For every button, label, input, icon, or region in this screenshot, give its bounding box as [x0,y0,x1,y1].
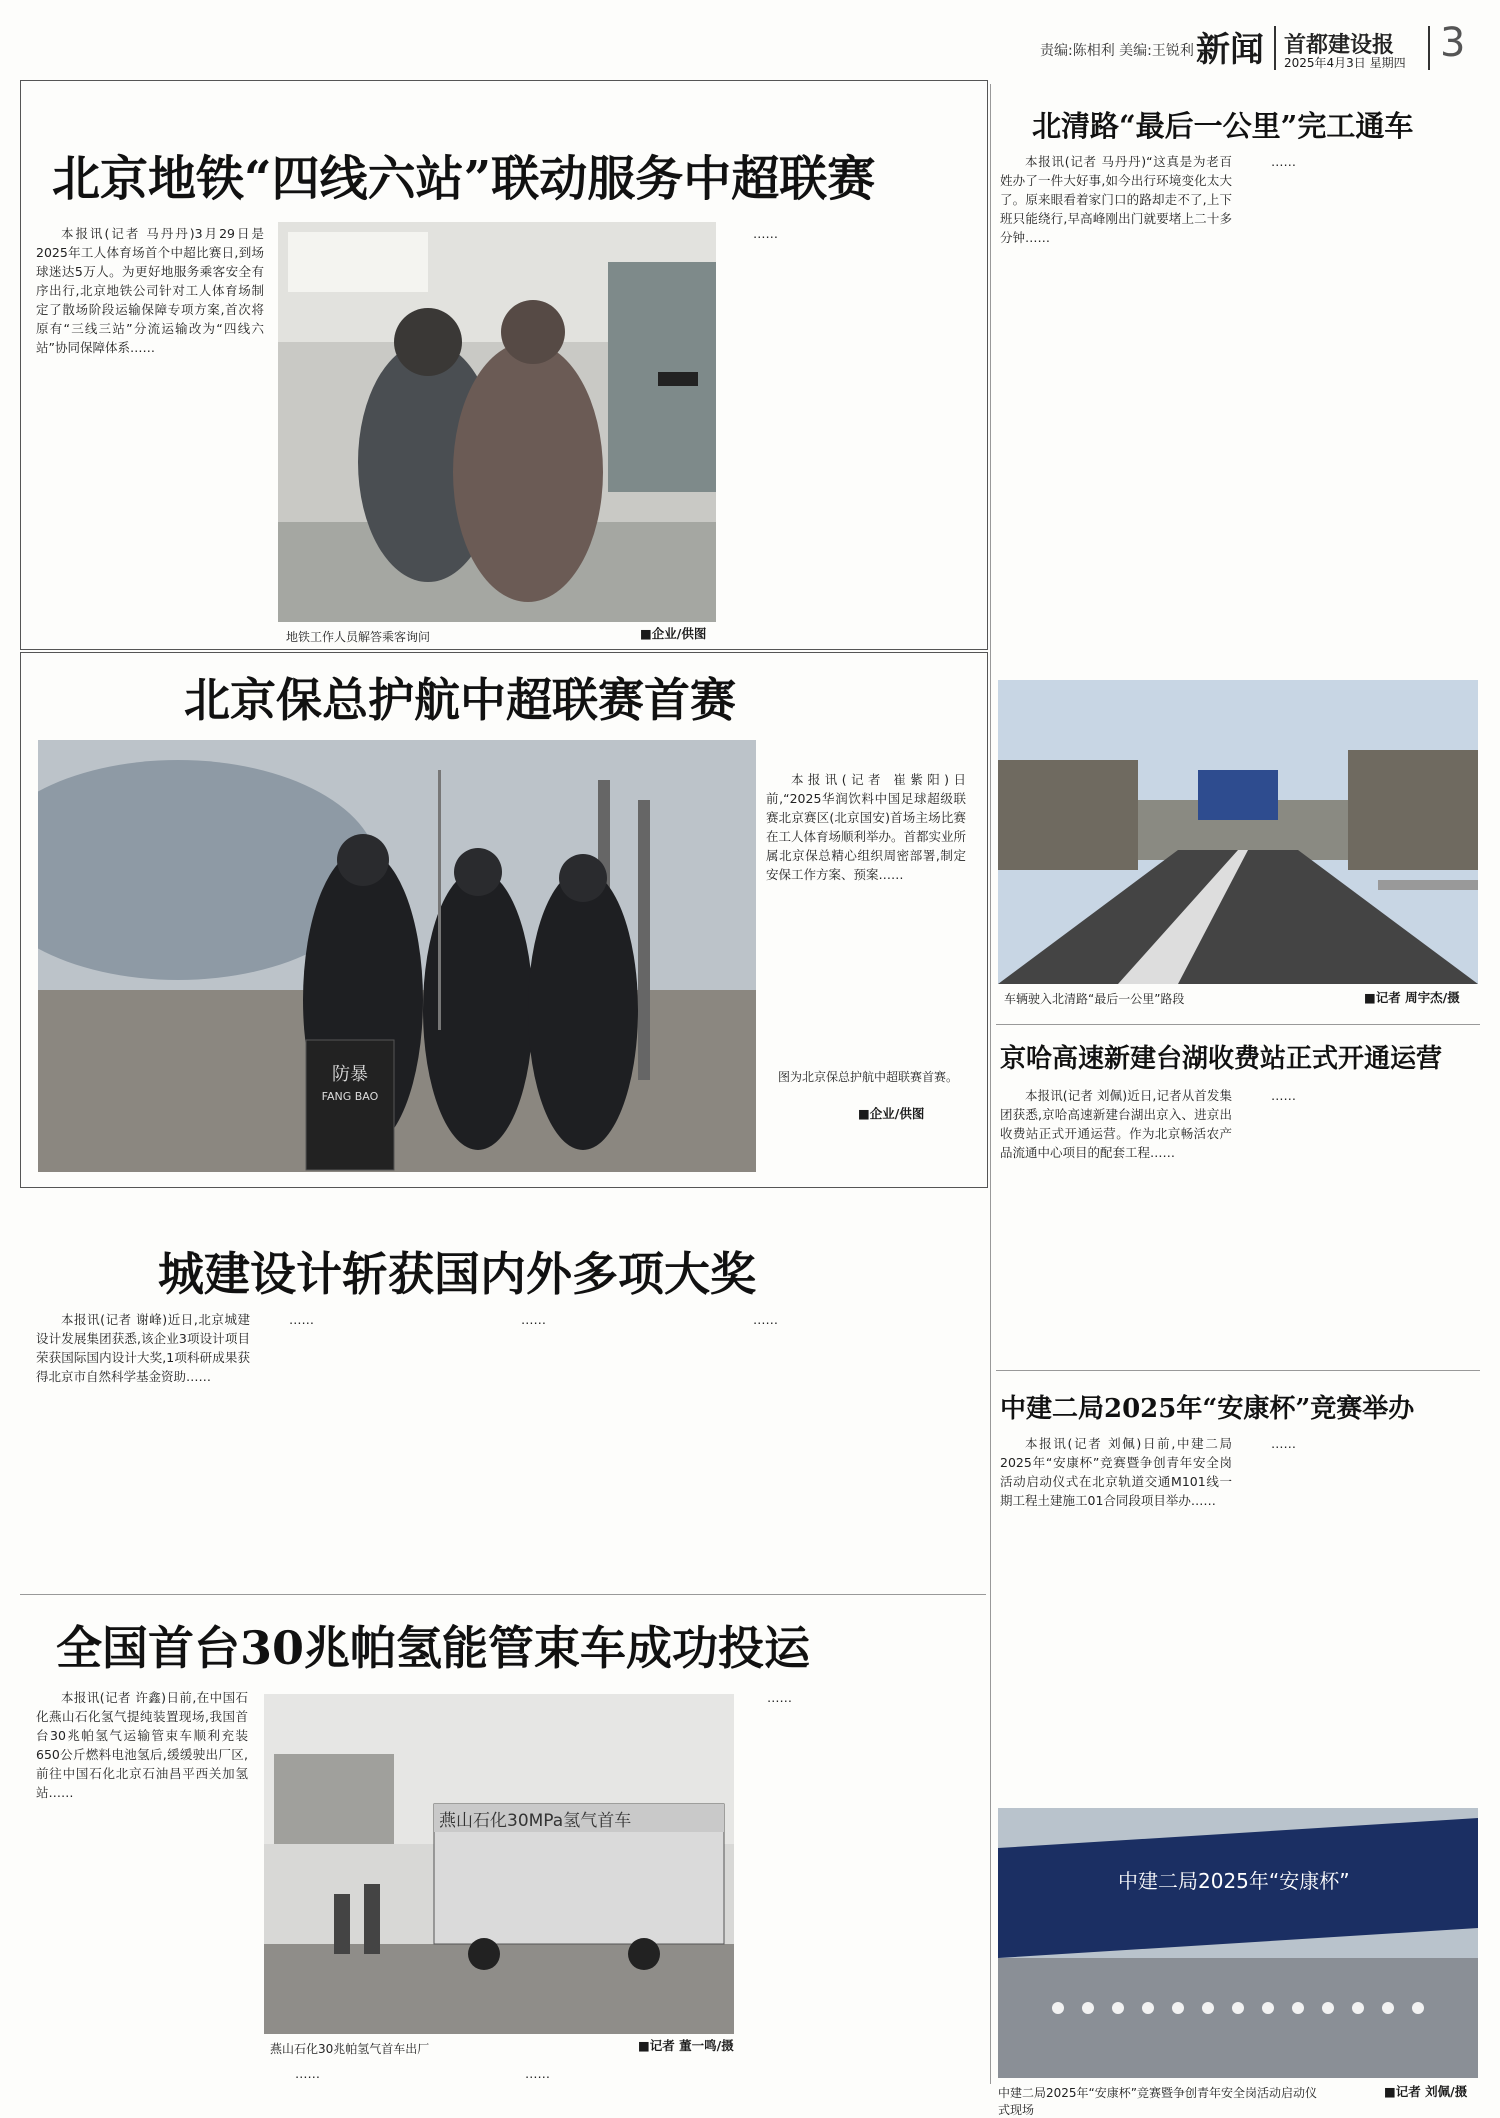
article-4-col-3: …… [525,2066,550,2081]
right-1-photo-caption: 车辆驶入北清路“最后一公里”路段 [1004,992,1185,1006]
issue-date: 2025年4月3日 星期四 [1284,56,1406,70]
shield-label: 防暴 [332,1064,368,1085]
right-3-photo [998,1808,1478,2078]
right-3-photo-caption: 中建二局2025年“安康杯”竞赛暨争创青年安全岗活动启动仪式现场 [998,2086,1317,2117]
article-1-photo-caption: 地铁工作人员解答乘客询问 [286,630,431,644]
right-3-headline: 中建二局2025年“安康杯”竞赛举办 [1000,1394,1415,1424]
right-3-body: 本报讯(记者 刘佩)日前,中建二局2025年“安康杯”竞赛暨争创青年安全岗活动启动仪式在北京轨道交通M101线一期工程土建施工01合同段项目举办…… [1000,1436,1232,1508]
article-4-photo [264,1694,734,2034]
article-4-headline: 全国首台30兆帕氢能管束车成功投运 [56,1621,811,1675]
section-title: 新闻 [1196,30,1264,70]
right-2-body: 本报讯(记者 刘佩)近日,记者从首发集团获悉,京哈高速新建台湖出京入、进京出收费站正式开通运营。作为北京畅活农产品流通中心项目的配套工程…… [1000,1088,1232,1160]
section-divider [996,1370,1480,1371]
shield-sublabel: FANG BAO [321,1090,379,1103]
article-1-photo-credit: ■企业/供图 [640,626,707,641]
right-2-body-cont: …… [1271,1088,1296,1103]
article-4-body: 本报讯(记者 许鑫)日前,在中国石化燕山石化氢气提纯装置现场,我国首台30兆帕氢气运输管束车顺利充装650公斤燃料电池氢后,缓缓驶出厂区,前往中国石化北京石油昌平西关加氢站…… [36,1690,248,1800]
subway-station-image [278,222,716,622]
ceremony-banner: 中建二局2025年“安康杯” [1118,1869,1350,1893]
road-image [998,680,1478,984]
article-4-col-4: …… [767,1690,792,1705]
right-1-headline: 北清路“最后一公里”完工通车 [1032,109,1414,143]
article-4-col-2: …… [295,2066,320,2081]
right-1-body: 本报讯(记者 马丹丹)“这真是为老百姓办了一件大好事,如今出行环境变化太大了。原来眼看着家门口的路却走不了,上下班只能绕行,早高峰刚出门就要堵上二十多分钟…… [1000,154,1232,245]
ceremony-image [998,1808,1478,2078]
right-2-headline: 京哈高速新建台湖收费站正式开通运营 [1000,1044,1443,1074]
article-1-body-cont: …… [753,226,778,241]
editor-credit: 责编:陈相利 美编:王锐利 [1040,43,1194,59]
article-3-headline: 城建设计斩获国内外多项大奖 [158,1247,756,1301]
article-2-photo [38,740,756,1172]
hydrogen-truck-image [264,1694,734,2034]
truck-label: 燕山石化30MPa氢气首车 [439,1811,632,1831]
right-1-body-cont: …… [1271,154,1296,169]
column-divider [990,84,991,2084]
article-4-photo-credit: ■记者 董一鸣/摄 [638,2038,734,2053]
article-2-photo-credit: ■企业/供图 [858,1106,925,1121]
article-4-photo-caption: 燕山石化30兆帕氢气首车出厂 [270,2042,430,2056]
page-number: 3 [1440,20,1466,66]
article-3-col-3: …… [521,1312,546,1327]
right-3-photo-credit: ■记者 刘佩/摄 [1384,2084,1468,2099]
article-2-headline: 北京保总护航中超联赛首赛 [184,673,736,727]
article-3-body: 本报讯(记者 谢峰)近日,北京城建设计发展集团获悉,该企业3项设计项目荣获国际国内设计大奖,1项科研成果获得北京市自然科学基金资助…… [36,1312,250,1384]
article-3-col-4: …… [753,1312,778,1327]
article-1-headline: 北京地铁“四线六站”联动服务中超联赛 [52,151,876,207]
newspaper-name: 首都建设报 [1284,33,1395,58]
header-divider [1274,26,1276,70]
article-1-body: 本报讯(记者 马丹丹)3月29日是2025年工人体育场首个中超比赛日,到场球迷达5万人。为更好地服务乘客安全有序出行,北京地铁公司针对工人体育场制定了散场阶段运输保障专项方案,首次将原有“三线三站”分流运输改为“四线六站”协同保障体系…… [36,226,264,355]
header-divider [1428,26,1430,70]
section-divider [996,1024,1480,1025]
right-1-photo-credit: ■记者 周宇杰/摄 [1364,990,1460,1005]
article-1-photo [278,222,716,622]
article-3-col-2: …… [289,1312,314,1327]
article-2-photo-caption: 图为北京保总护航中超联赛首赛。 [778,1070,959,1084]
right-3-body-cont: …… [1271,1436,1296,1451]
right-1-photo [998,680,1478,984]
section-divider [20,1594,986,1595]
security-guards-image [38,740,756,1172]
article-2-body: 本报讯(记者 崔紫阳)日前,“2025华润饮料中国足球超级联赛北京赛区(北京国安)首场主场比赛在工人体育场顺利举办。首都实业所属北京保总精心组织周密部署,制定安保工作方案、预案…… [766,772,966,882]
